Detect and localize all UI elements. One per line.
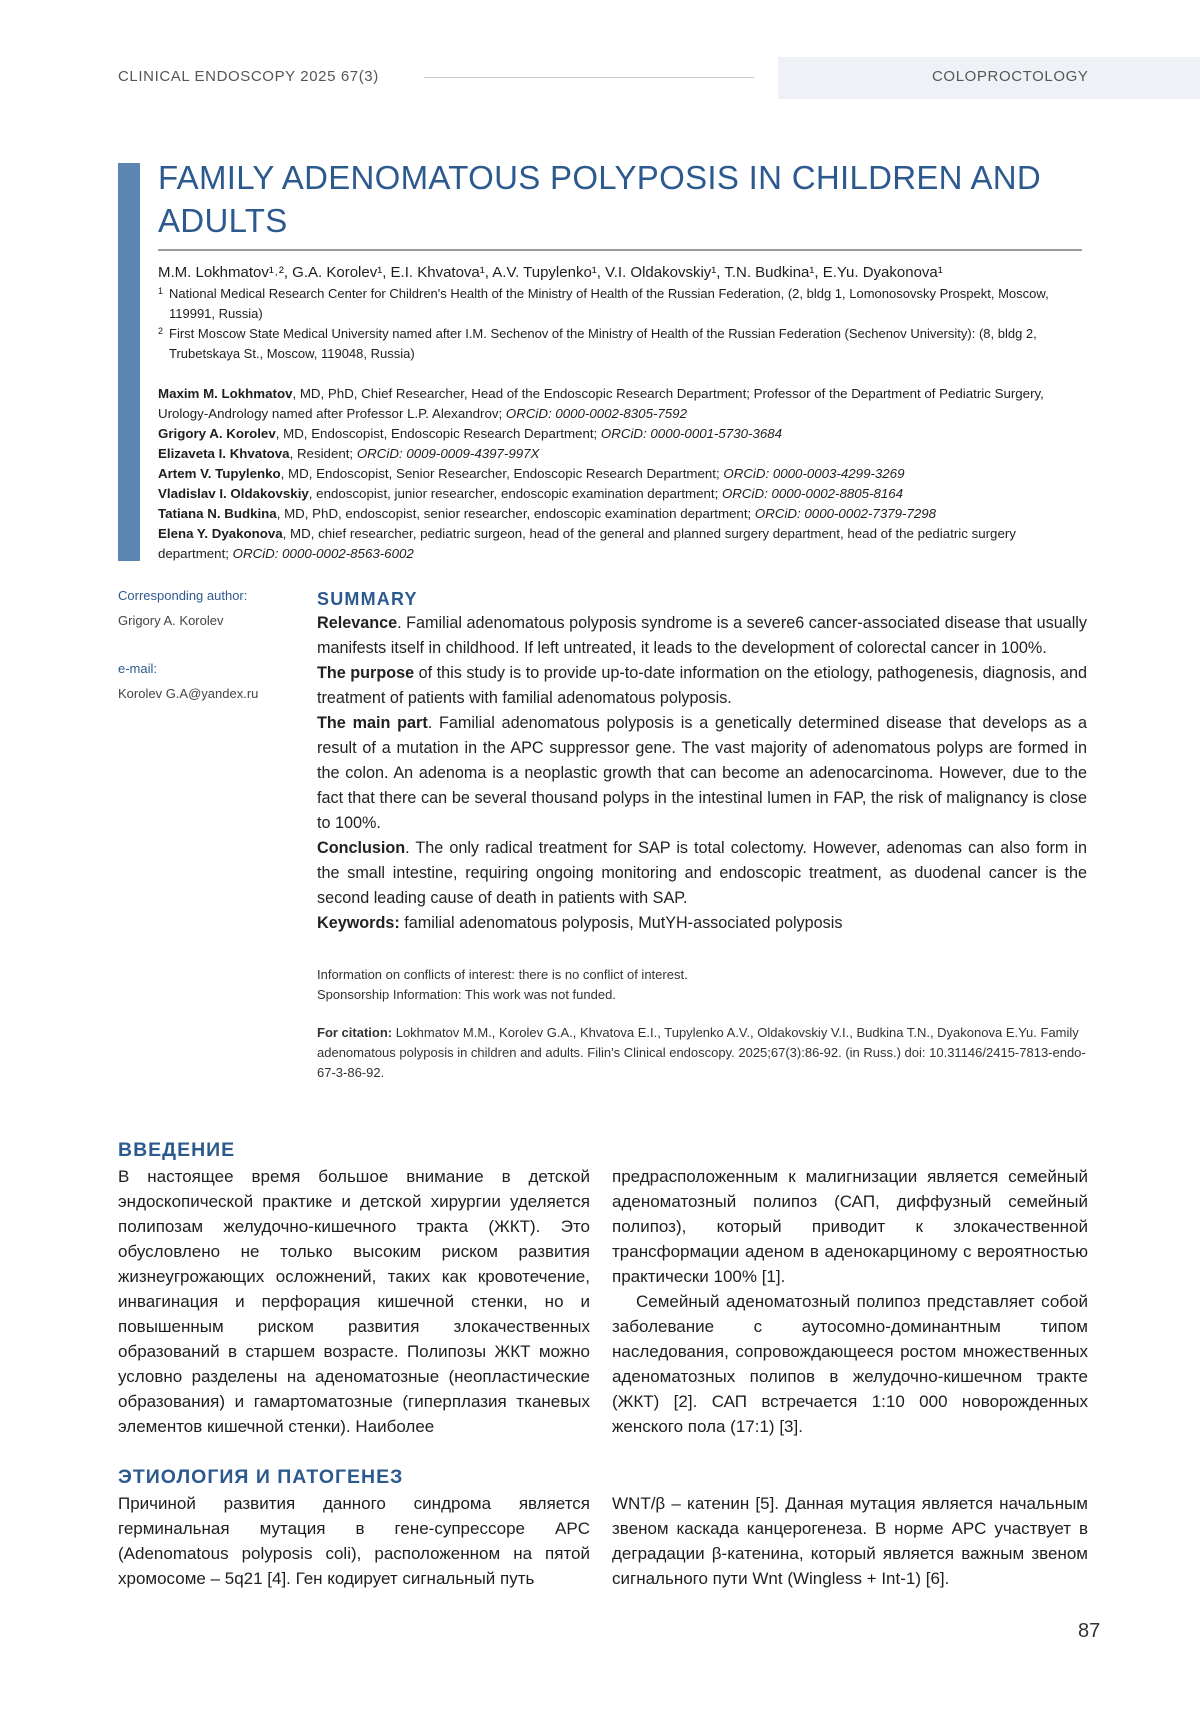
summary-conclusion	[317, 836, 1087, 911]
etiology-paragraph: Причиной развития данного синдрома является герминальная мутация в гене-супрессоре APC (Adenomatous polyposis coli), расположенном на пятой хромосоме – 5q21 [4]. Ген кодирует сигнальный путь	[118, 1494, 590, 1588]
intro-left-column	[118, 1164, 590, 1439]
summary-keywords	[317, 911, 1087, 936]
email-address[interactable]: Korolev G.A@yandex.ru	[118, 686, 259, 701]
sponsorship-info: Sponsorship Information: This work was not funded.	[317, 987, 616, 1002]
corresponding-author-label: Corresponding author:	[118, 588, 248, 603]
summary-purpose	[317, 661, 1087, 711]
intro-heading: ВВЕДЕНИЕ	[118, 1139, 236, 1161]
etiology-left-column	[118, 1491, 590, 1591]
summary-text: familial adenomatous polyposis, MutYH-associated polyposis	[399, 914, 843, 932]
affiliation-1	[158, 284, 1088, 324]
citation-text: Lokhmatov M.M., Korolev G.A., Khvatova E.I., Tupylenko A.V., Oldakovskiy V.I., Budkina T.N., Dyakonova E.Yu. Family adenomatous polyposis in children and adults. Filin's Clinical endoscopy. 2025;67(3):86-92. (in Russ.) doi: 10.31146/2415-7813-endo-67-3-86-92.	[317, 1025, 1086, 1080]
bio-entry	[158, 524, 1088, 564]
summary-text: . Familial adenomatous polyposis is a genetically determined disease that develops as a result of a mutation in the APC suppressor gene. The vast majority of adenomatous polyps are formed in the colon. An adenoma is a neoplastic growth that can become an adenocarcinoma. However, due to the fact that there can be several thousand polyps in the intestinal lumen in FAP, the risk of malignancy is close to 100%.	[317, 714, 1087, 832]
title-accent-bar	[118, 163, 140, 561]
page-number: 87	[1078, 1620, 1101, 1642]
intro-right-column	[612, 1164, 1088, 1439]
affiliation-text: National Medical Research Center for Children's Health of the Ministry of Health of the Russian Federation, (2, bldg 1, Lomonosovsky Prospekt, Moscow, 119991, Russia)	[169, 286, 1049, 321]
bio-orcid: ORCiD: 0000-0002-8305-7592	[505, 406, 687, 421]
intro-paragraph: В настоящее время большое внимание в детской эндоскопической практике и детской хирургии уделяется полипозам желудочно-кишечного тракта (ЖКТ). Это обусловлено не только высоким риском развития жизнеугрожающих осложнений, таких как кровотечение, инвагинация и перфорация кишечной стенки, но и повышенным риском развития злокачественных образований в старшем возрасте. Полипозы ЖКТ можно условно разделены на аденоматозные (неопластические образования) и гамартоматозные (гиперплазия тканевых элементов кишечной стенки). Наиболее	[118, 1167, 590, 1436]
bio-orcid: ORCiD: 0000-0002-8563-6002	[232, 546, 414, 561]
summary-relevance	[317, 611, 1087, 661]
section-tag	[778, 57, 1200, 99]
bio-text: , MD, Endoscopist, Senior Researcher, Endoscopic Research Department;	[280, 466, 724, 481]
bio-name: Artem V. Tupylenko	[158, 466, 281, 481]
bio-entry	[158, 424, 1088, 444]
corresponding-author-name: Grigory A. Korolev	[118, 613, 224, 628]
bio-text: , Resident;	[289, 446, 357, 461]
etiology-right-column	[612, 1491, 1088, 1591]
bio-text: , MD, Endoscopist, Endoscopic Research Department;	[275, 426, 601, 441]
email-label: e-mail:	[118, 661, 158, 676]
summary-label: Keywords:	[317, 914, 400, 932]
journal-header: CLINICAL ENDOSCOPY 2025 67(3)	[118, 68, 379, 85]
bio-entry	[158, 504, 1088, 524]
summary-text: of this study is to provide up-to-date information on the etiology, pathogenesis, diagnosis, and treatment of patients with familial adenomatous polyposis.	[317, 664, 1087, 707]
bio-orcid: ORCiD: 0000-0003-4299-3269	[723, 466, 905, 481]
author-bios	[158, 384, 1088, 564]
summary-label: The main part	[317, 714, 428, 732]
bio-entry	[158, 484, 1088, 504]
affiliation-2	[158, 324, 1088, 364]
conflicts-info: Information on conflicts of interest: there is no conflict of interest.	[317, 967, 688, 982]
bio-text: , MD, chief researcher, pediatric surgeon, head of the general and planned surgery department, head of the pediatric surgery department;	[158, 526, 1016, 561]
bio-text: , MD, PhD, Chief Researcher, Head of the Endoscopic Research Department; Professor of the Department of Pediatric Surgery, Urology-Andrology named after Professor L.P. Alexandrov;	[158, 386, 1044, 421]
authors-line: M.M. Lokhmatov¹˒², G.A. Korolev¹, E.I. Khvatova¹, A.V. Tupylenko¹, V.I. Oldakovskiy¹, T.N. Budkina¹, E.Yu. Dyakonova¹	[158, 264, 943, 281]
header-divider	[424, 77, 754, 78]
bio-text: , MD, PhD, endoscopist, senior researcher, endoscopic examination department;	[276, 506, 755, 521]
etiology-paragraph: WNT/β – катенин [5]. Данная мутация является начальным звеном каскада канцерогенеза. В норме APC участвует в деградации β-катенина, который является важным звеном сигнального пути Wnt (Wingless + Int-1) [6].	[612, 1494, 1088, 1588]
bio-entry	[158, 444, 1088, 464]
bio-name: Elizaveta I. Khvatova	[158, 446, 290, 461]
bio-entry	[158, 464, 1088, 484]
bio-name: Tatiana N. Budkina	[158, 506, 277, 521]
bio-name: Grigory A. Korolev	[158, 426, 276, 441]
affiliation-number: 2	[158, 326, 164, 336]
affiliation-number: 1	[158, 286, 164, 296]
affiliation-text: First Moscow State Medical University named after I.M. Sechenov of the Ministry of Health of the Russian Federation (Sechenov University): (8, bldg 2, Trubetskaya St., Moscow, 119048, Russia)	[169, 326, 1037, 361]
intro-paragraph: предрасположенным к малигнизации является семейный аденоматозный полипоз (САП, диффузный семейный полипоз), который приводит к злокачественной трансформации аденом в аденокарциному с вероятностью практически 100% [1].	[612, 1167, 1088, 1286]
bio-entry	[158, 384, 1088, 424]
bio-name: Vladislav I. Oldakovskiy	[158, 486, 309, 501]
intro-paragraph: Семейный аденоматозный полипоз представляет собой заболевание с аутосомно-доминантным типом наследования, сопровождающееся ростом множественных аденоматозных полипов в желудочно-кишечном тракте (ЖКТ) [2]. САП встречается 1:10 000 новорожденных женского пола (17:1) [3].	[612, 1292, 1088, 1436]
summary-label: The purpose	[317, 664, 415, 682]
bio-name: Elena Y. Dyakonova	[158, 526, 283, 541]
bio-text: , endoscopist, junior researcher, endoscopic examination department;	[308, 486, 722, 501]
summary-text: . Familial adenomatous polyposis syndrome is a severe6 cancer-associated disease that usually manifests itself in childhood. If left untreated, it leads to the development of colorectal cancer in 100%.	[317, 614, 1087, 657]
article-title: FAMILY ADENOMATOUS POLYPOSIS IN CHILDREN AND ADULTS	[158, 159, 1042, 239]
bio-orcid: ORCiD: 0000-0002-8805-8164	[721, 486, 904, 501]
bio-orcid: ORCiD: 0000-0001-5730-3684	[600, 426, 783, 441]
summary-text: . The only radical treatment for SAP is total colectomy. However, adenomas can also form in the small intestine, requiring ongoing monitoring and endoscopic treatment, as duodenal cancer is the second leading cause of death in patients with SAP.	[317, 839, 1087, 907]
bio-orcid: ORCiD: 0000-0002-7379-7298	[754, 506, 937, 521]
summary-heading: SUMMARY	[317, 589, 418, 609]
citation-block	[317, 1023, 1087, 1083]
citation-label: For citation:	[317, 1025, 393, 1040]
bio-name: Maxim M. Lokhmatov	[158, 386, 293, 401]
summary-body	[317, 611, 1087, 936]
bio-orcid: ORCiD: 0009-0009-4397-997X	[356, 446, 540, 461]
summary-label: Conclusion	[317, 839, 406, 857]
title-rule	[158, 249, 1082, 251]
summary-label: Relevance	[317, 614, 398, 632]
summary-main-part	[317, 711, 1087, 836]
etiology-heading: ЭТИОЛОГИЯ И ПАТОГЕНЕЗ	[118, 1466, 404, 1488]
section-label: COLOPROCTOLOGY	[932, 68, 1089, 85]
